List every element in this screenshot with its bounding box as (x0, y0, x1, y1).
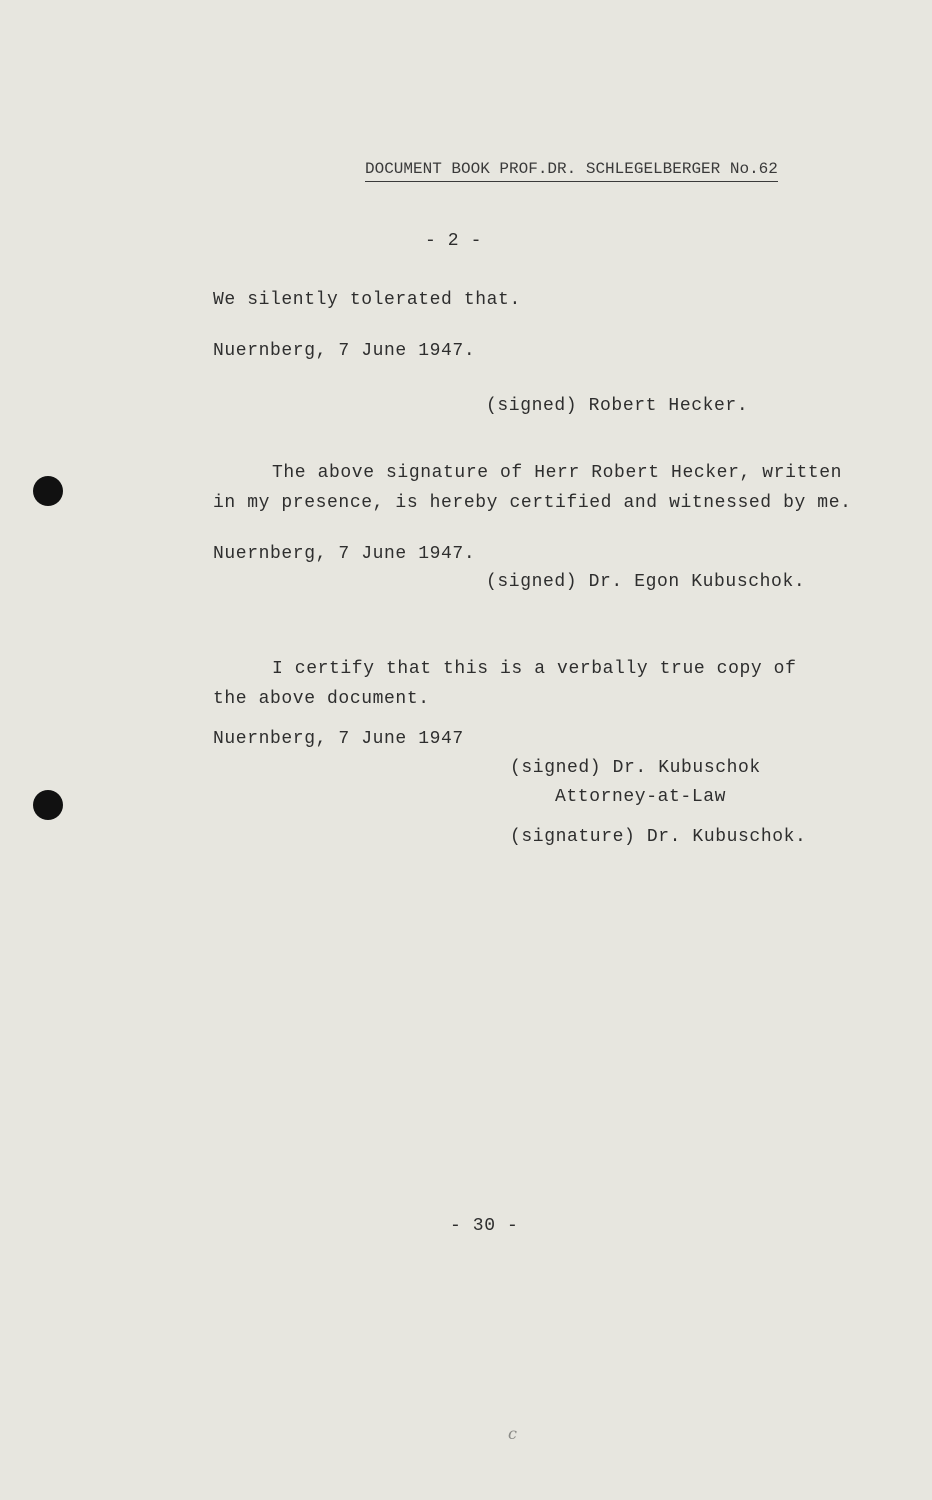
signature-kubuschok-final: (signature) Dr. Kubuschok. (510, 827, 807, 847)
date-line-2: Nuernberg, 7 June 1947. (213, 544, 476, 564)
copy-certification-line-2: the above document. (213, 689, 430, 709)
signature-kubuschok: (signed) Dr. Kubuschok (510, 758, 761, 778)
date-line-3: Nuernberg, 7 June 1947 (213, 729, 464, 749)
signature-hecker: (signed) Robert Hecker. (486, 396, 749, 416)
copy-certification-line-1: I certify that this is a verbally true copy of (272, 659, 797, 679)
certification-line-2: in my presence, is hereby certified and witnessed by me. (213, 493, 852, 513)
punch-hole-top (33, 476, 63, 506)
body-statement: We silently tolerated that. (213, 290, 521, 310)
page-marker: - 2 - (425, 231, 483, 251)
date-line-1: Nuernberg, 7 June 1947. (213, 341, 476, 361)
document-book-header: DOCUMENT BOOK PROF.DR. SCHLEGELBERGER No.62 (365, 158, 778, 182)
signature-title: Attorney-at-Law (555, 787, 727, 807)
signature-egon-kubuschok: (signed) Dr. Egon Kubuschok. (486, 572, 806, 592)
punch-hole-bottom (33, 790, 63, 820)
page-number: - 30 - (450, 1216, 519, 1236)
certification-line-1: The above signature of Herr Robert Hecker, written (272, 463, 843, 483)
handwritten-mark: c (508, 1424, 517, 1443)
